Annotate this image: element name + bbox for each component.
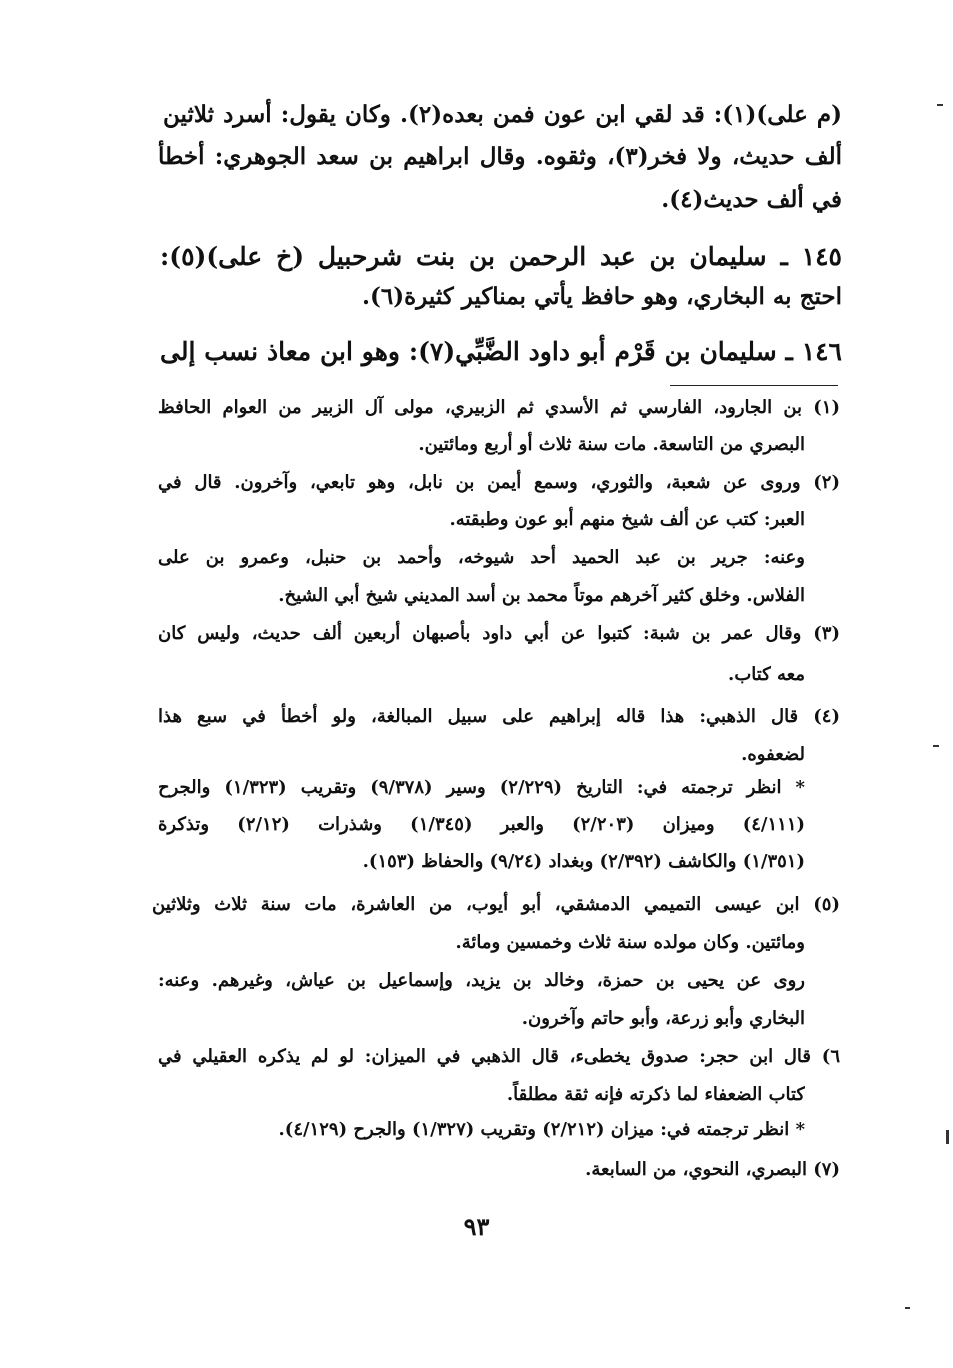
footnote-line: * انظر ترجمته في: التاريخ (٢/٢٢٩) وسير (٩/٣٧٨) وتقريب (١/٣٢٣) والجرح <box>158 777 805 798</box>
margin-mark <box>905 1307 910 1309</box>
margin-mark <box>946 1130 949 1144</box>
entry-heading: ١٤٦ ـ سليمان بن قَرْم أبو داود الضَّبِّي(٧): وهو ابن معاذ نسب إلى <box>160 337 842 366</box>
footnote-line: البصري من التاسعة. مات سنة ثلاث أو أربع ومائتين. <box>418 434 805 455</box>
footnote-line: العبر: كتب عن ألف شيخ منهم أبو عون وطبقته. <box>449 509 805 530</box>
main-text-line: احتج به البخاري، وهو حافظ يأتي بمناكير كثيرة(٦). <box>362 283 842 310</box>
footnote-line: (٣) وقال عمر بن شبة: كتبوا عن أبي داود بأصبهان أربعين ألف حديث، وليس كان <box>158 623 840 644</box>
margin-mark <box>937 104 943 106</box>
footnote-line: وعنه: جرير بن عبد الحميد أحد شيوخه، وأحمد بن حنبل، وعمرو بن على <box>158 547 805 568</box>
footnote-line: (٢) وروى عن شعبة، والثوري، وسمع أيمن بن نابل، وهو تابعي، وآخرون. قال في <box>158 472 840 493</box>
footnote-line: (٤/١١١) وميزان (٢/٢٠٣) والعبر (١/٣٤٥) وشذرات (٢/١٢) وتذكرة <box>158 814 805 835</box>
margin-mark <box>933 745 939 747</box>
footnote-line: ٦) قال ابن حجر: صدوق يخطىء، قال الذهبي في الميزان: لو لم يذكره العقيلي في <box>158 1046 840 1067</box>
footnote-line: (٤) قال الذهبي: هذا قاله إبراهيم على سبيل المبالغة، ولو أخطأ في سبع هذا <box>158 706 840 727</box>
footnote-line: (٥) ابن عيسى التميمي الدمشقي، أبو أيوب، من العاشرة، مات سنة ثلاث وثلاثين <box>152 894 840 915</box>
footnote-line: روى عن يحيى بن حمزة، وخالد بن يزيد، وإسماعيل بن عياش، وغيرهم. وعنه: <box>158 970 805 991</box>
footnote-line: (١) بن الجارود، الفارسي ثم الأسدي ثم الزبيري، مولى آل الزبير من العوام الحافظ <box>158 397 840 418</box>
footnote-line: (١/٣٥١) والكاشف (٢/٣٩٢) وبغداد (٩/٢٤) والحفاظ (١٥٣). <box>362 851 805 872</box>
footnote-line: معه كتاب. <box>728 664 805 685</box>
footnote-line: ومائتين. وكان مولده سنة ثلاث وخمسين ومائة. <box>455 932 805 953</box>
footnote-line: * انظر ترجمته في: ميزان (٢/٢١٢) وتقريب (١/٣٢٧) والجرح (٤/١٢٩). <box>278 1119 805 1140</box>
main-text-line: في ألف حديث(٤). <box>661 186 842 213</box>
footnote-line: لضعفوه. <box>741 744 805 765</box>
main-text-line: (م على)(١): قد لقي ابن عون فمن بعده(٢). وكان يقول: أسرد ثلاثين <box>163 101 842 128</box>
footnote-line: الفلاس. وخلق كثير آخرهم موتاً محمد بن أسد المديني شيخ أبي الشيخ. <box>278 585 805 606</box>
entry-heading: ١٤٥ ـ سليمان بن عبد الرحمن بن بنت شرحبيل (خ على)(٥): <box>160 242 842 271</box>
footnote-line: كتاب الضعفاء لما ذكرته فإنه ثقة مطلقاً. <box>506 1084 805 1105</box>
footnote-separator <box>670 385 838 386</box>
footnote-line: البخاري وأبو زرعة، وأبو حاتم وآخرون. <box>521 1008 805 1029</box>
page-number: ٩٣ <box>463 1212 490 1241</box>
footnote-line: (٧) البصري، النحوي، من السابعة. <box>585 1159 840 1180</box>
main-text-line: ألف حديث، ولا فخر(٣)، وثقوه. وقال ابراهيم بن سعد الجوهري: أخطأ <box>158 143 842 170</box>
